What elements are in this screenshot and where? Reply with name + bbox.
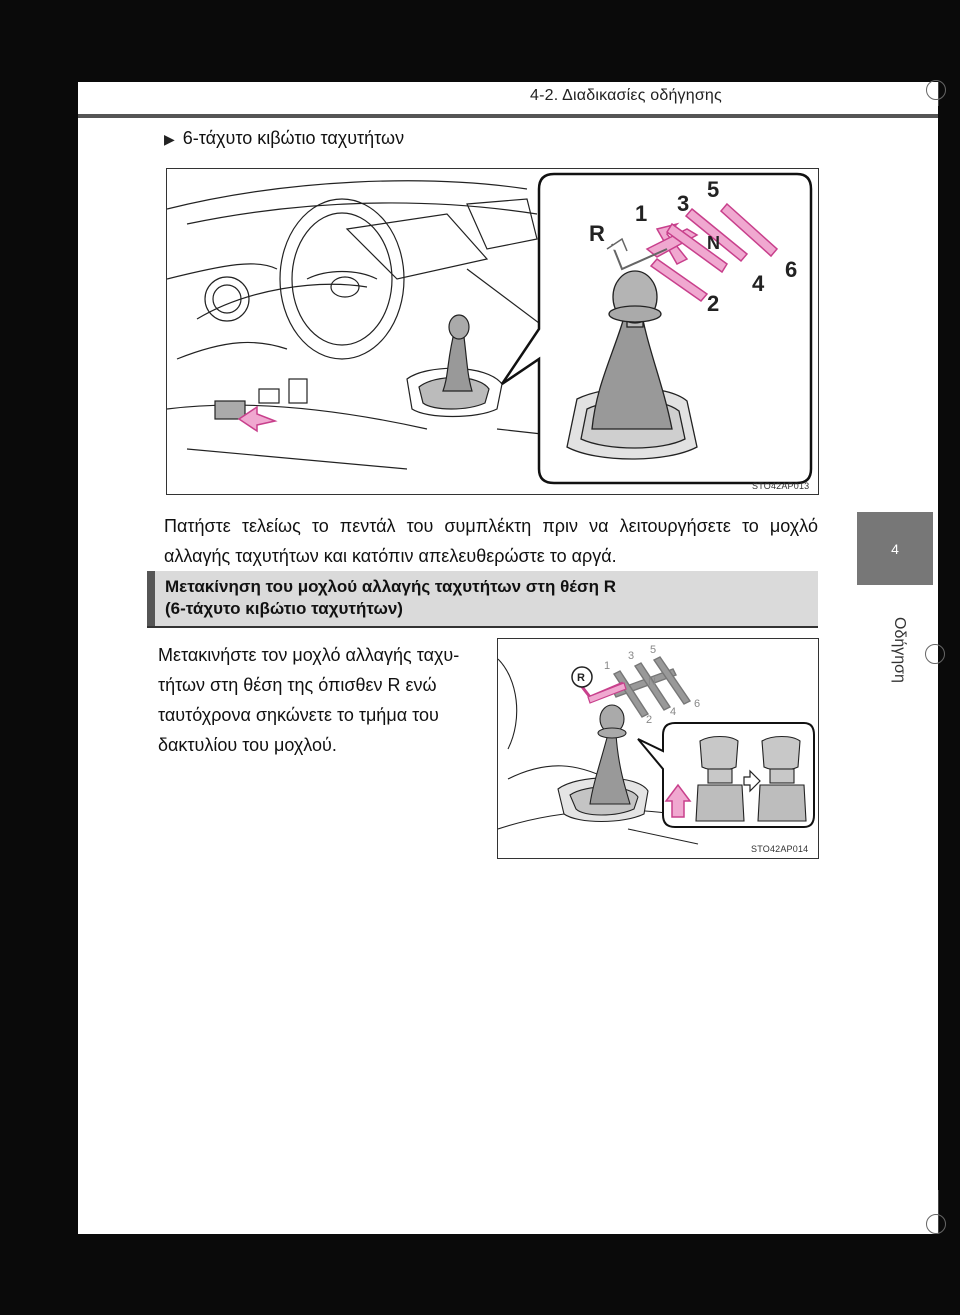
figure-code: STO42AP013 [752, 481, 810, 491]
reverse-instruction-line: δακτυλίου του μοχλού. [158, 735, 337, 755]
gear-label-1: 1 [635, 201, 648, 226]
gear-label-5: 5 [650, 644, 657, 656]
gear-label-n: N [648, 676, 656, 688]
crop-mark [926, 80, 946, 100]
subheading-text: 6-τάχυτο κιβώτιο ταχυτήτων [182, 128, 405, 148]
gear-label-4: 4 [670, 706, 677, 718]
section-heading [147, 571, 818, 626]
figure-reverse-gear [497, 638, 819, 859]
gear-label-1: 1 [604, 660, 611, 672]
section-heading-line2: (6-τάχυτο κιβώτιο ταχυτήτων) [165, 599, 403, 618]
figure-gearshift-6speed [166, 168, 819, 495]
reverse-instruction-line: ταυτόχρονα σηκώνετε το τμήμα του [158, 705, 439, 725]
section-rule [147, 626, 818, 628]
chapter-number: 4 [891, 540, 899, 557]
subheading [164, 128, 404, 149]
crop-mark [925, 644, 945, 664]
clutch-instruction: Πατήστε τελείως το πεντάλ του συμπλέκτη πριν να λειτουργήσετε το μοχλό αλλαγής ταχυτήτων και κατόπιν απελευθερώστε το αργά. [164, 516, 818, 566]
illustration-reverse-shift [498, 639, 818, 858]
gear-label-5: 5 [707, 177, 720, 202]
chapter-label: Οδήγηση [891, 617, 908, 683]
section-heading-line1: Μετακίνηση του μοχλού αλλαγής ταχυτήτων στη θέση R [165, 577, 616, 596]
gear-label-6: 6 [785, 257, 798, 282]
reverse-instruction-line: τήτων στη θέση της όπισθεν R ενώ [158, 675, 437, 695]
figure-code: STO42AP014 [751, 844, 809, 854]
triangle-bullet-icon: ▶ [164, 131, 175, 147]
gear-label-3: 3 [677, 191, 690, 216]
gear-label-n: N [707, 233, 720, 253]
gear-label-r: R [589, 221, 605, 246]
header-rule [78, 114, 938, 118]
gear-label-r: R [577, 672, 585, 684]
gear-label-2: 2 [646, 714, 653, 726]
gear-label-4: 4 [752, 271, 765, 296]
chapter-tab [857, 512, 933, 585]
crop-mark [926, 1214, 946, 1234]
gear-label-3: 3 [628, 650, 635, 662]
gear-label-6: 6 [694, 698, 701, 710]
illustration-dashboard-gearshift [167, 169, 818, 494]
reverse-instruction [158, 640, 486, 760]
gear-label-2: 2 [707, 291, 720, 316]
page-header: 4-2. Διαδικασίες οδήγησης [530, 87, 722, 104]
reverse-instruction-line: Μετακινήστε τον μοχλό αλλαγής ταχυ- [158, 645, 460, 665]
